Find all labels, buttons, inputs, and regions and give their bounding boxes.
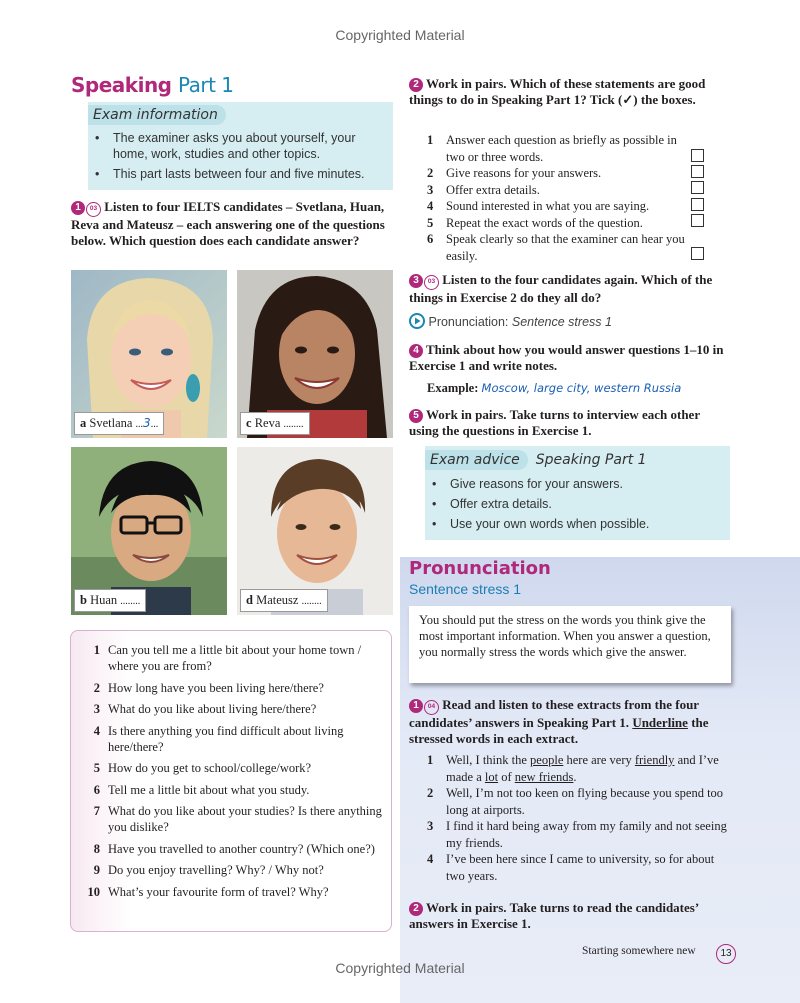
question-number: 9	[93, 863, 100, 877]
pronunciation-ref-label: Pronunciation:	[428, 315, 509, 329]
question-text: Is there anything you find difficult about living here/there?	[108, 723, 344, 754]
statement-text: Offer extra details.	[446, 182, 540, 197]
exam-advice-bullet: • Use your own words when possible.	[425, 516, 730, 532]
pron-exercise-2-instructions	[409, 900, 729, 933]
extract-item	[427, 851, 727, 884]
statement-number: 5	[427, 215, 434, 230]
extract-item	[427, 818, 727, 851]
statement-text: Answer each question as briefly as possible in two or three words.	[446, 133, 677, 164]
exercise-1-number: 1	[71, 201, 85, 215]
question-text: Tell me a little bit about what you study.	[108, 782, 310, 797]
statement-text: Repeat the exact words of the question.	[446, 215, 643, 230]
question-number: 5	[93, 761, 100, 775]
section-title	[71, 73, 234, 97]
example-label: Example:	[427, 381, 479, 395]
exercise-4-instructions	[409, 342, 729, 375]
question-text: What do you like about your studies? Is there anything you dislike?	[108, 804, 382, 834]
question-item	[71, 782, 391, 798]
question-number: 1	[93, 643, 100, 657]
question-text: Have you travelled to another country? (Which one?)	[108, 841, 375, 856]
exercise-3-text: Listen to the four candidates again. Which of the things in Exercise 2 do they all do?	[409, 272, 713, 305]
section-title-speaking: Speaking	[71, 73, 172, 97]
exercise-3-instructions	[409, 272, 729, 306]
exam-info-bullet: • This part lasts between four and five minutes.	[88, 166, 393, 182]
answer-dots: ........	[301, 596, 322, 607]
photo-label-huan	[74, 589, 146, 612]
answer-dots: ...	[150, 419, 159, 430]
pron-exercise-1-number: 1	[409, 699, 423, 713]
pronunciation-subtitle: Sentence stress 1	[409, 581, 522, 597]
statement-number: 3	[427, 182, 434, 197]
question-number: 7	[93, 804, 100, 818]
page-number: 13	[716, 944, 736, 964]
statement-item	[427, 132, 687, 165]
photo-name: Mateusz	[256, 593, 299, 607]
question-text: Can you tell me a little bit about your home town / where you are from?	[108, 643, 362, 673]
pronunciation-ref-topic: Sentence stress 1	[511, 315, 612, 329]
question-number: 2	[93, 680, 100, 695]
extract-text: Well, I think the people here are very friendly and I’ve made a lot of new friends.	[446, 753, 719, 784]
photo-svetlana	[71, 270, 227, 438]
photo-name: Reva	[254, 416, 281, 430]
statement-6-checkbox[interactable]	[691, 247, 704, 260]
photo-huan	[71, 447, 227, 615]
photo-letter: a	[80, 416, 87, 430]
extracts-list	[427, 752, 727, 884]
question-item	[71, 642, 391, 674]
photo-label-svetlana	[74, 412, 164, 435]
exercise-2-number: 2	[409, 78, 423, 92]
question-number: 4	[93, 723, 100, 738]
question-text: How long have you been living here/there?	[108, 680, 324, 695]
photo-reva	[237, 270, 393, 438]
pronunciation-rule-box	[409, 606, 731, 683]
statement-item	[427, 215, 687, 232]
statement-item	[427, 165, 687, 182]
exam-info-bullet: • The examiner asks you about yourself, your home, work, studies and other topics.	[88, 130, 393, 162]
question-item	[71, 701, 391, 717]
photo-label-mateusz	[240, 589, 328, 612]
audio-cd-icon: 04	[424, 700, 439, 715]
exam-information-tag: Exam information	[88, 105, 226, 125]
exam-advice-tag: Exam advice	[425, 450, 528, 470]
question-number: 6	[93, 782, 100, 797]
question-number: 3	[93, 702, 100, 716]
photo-letter: c	[246, 416, 252, 430]
question-text: What’s your favourite form of travel? Why?	[108, 884, 329, 899]
photo-mateusz	[237, 447, 393, 615]
copyright-watermark-top: Copyrighted Material	[335, 27, 465, 43]
answer-dots: ........	[283, 419, 304, 430]
photo-letter: b	[80, 593, 87, 607]
question-item	[71, 680, 391, 696]
audio-cd-icon: 03	[424, 275, 439, 290]
statement-text: Give reasons for your answers.	[446, 166, 602, 180]
photo-letter: d	[246, 593, 253, 607]
exam-information-box	[88, 102, 393, 190]
question-item	[71, 803, 391, 835]
section-title-part: Part 1	[177, 73, 234, 97]
question-item	[71, 723, 391, 755]
statement-3-checkbox[interactable]	[691, 181, 704, 194]
pron-exercise-1-instructions	[409, 697, 724, 748]
exercise-4-example	[427, 381, 681, 396]
pronunciation-rule-text: You should put the stress on the words you think give the most important information. When you answer a question, you normally stress the words which give the answer.	[419, 613, 711, 659]
statement-text: Sound interested in what you are saying.	[446, 199, 650, 213]
extract-item	[427, 785, 727, 818]
pron-exercise-1-text: Read and listen to these extracts from the four candidates’ answers in Speaking Part 1.	[409, 697, 699, 730]
exercise-5-number: 5	[409, 409, 423, 423]
pron-exercise-2-text: Work in pairs. Take turns to read the candidates’ answers in Exercise 1.	[409, 900, 699, 932]
exam-advice-bullet: • Offer extra details.	[425, 496, 730, 512]
question-item	[71, 884, 391, 900]
pron-exercise-1-text-end: the stressed words in each extract.	[409, 715, 709, 747]
pronunciation-reference[interactable]	[409, 313, 612, 329]
audio-cd-icon: 03	[86, 202, 101, 217]
pronunciation-title: Pronunciation	[409, 558, 551, 579]
exercise-4-text: Think about how you would answer questions 1–10 in Exercise 1 and write notes.	[409, 342, 724, 374]
statement-item	[427, 182, 687, 199]
statement-4-checkbox[interactable]	[691, 198, 704, 211]
pron-exercise-2-number: 2	[409, 902, 423, 916]
exercise-1-instructions	[71, 199, 393, 250]
extract-text: I’ve been here since I came to university, so for about two years.	[446, 852, 715, 883]
play-arrow-icon	[409, 313, 425, 329]
answer-dots: ...	[135, 419, 144, 430]
copyright-watermark-bottom: Copyrighted Material	[335, 960, 465, 976]
statement-5-checkbox[interactable]	[691, 214, 704, 227]
extract-number: 2	[427, 786, 434, 800]
exercise-4-number: 4	[409, 344, 423, 358]
statement-number: 2	[427, 166, 434, 180]
photo-label-reva	[240, 412, 310, 435]
question-text: Do you enjoy travelling? Why? / Why not?	[108, 863, 324, 877]
statement-number: 4	[427, 199, 434, 213]
statements-list	[427, 132, 687, 264]
running-title: Starting somewhere new	[582, 945, 696, 957]
svetlana-answer: 3	[143, 416, 151, 430]
extract-number: 3	[427, 819, 434, 833]
extract-text: Well, I’m not too keen on flying because you spend too long at airports.	[446, 786, 724, 817]
exam-advice-title: Speaking Part 1	[535, 452, 647, 468]
exercise-5-instructions	[409, 407, 729, 440]
statement-item	[427, 198, 687, 215]
question-text: What do you like about living here/there?	[108, 702, 317, 716]
question-number: 8	[93, 841, 100, 856]
exercise-3-number: 3	[409, 274, 423, 288]
extract-number: 4	[427, 852, 434, 866]
question-item	[71, 841, 391, 857]
exercise-2-instructions	[409, 76, 729, 109]
statement-text: Speak clearly so that the examiner can hear you easily.	[446, 232, 685, 263]
statement-2-checkbox[interactable]	[691, 165, 704, 178]
extract-text: I find it hard being away from my family and not seeing my friends.	[446, 819, 727, 850]
extract-item	[427, 752, 727, 785]
photo-name: Svetlana	[89, 416, 133, 430]
question-item	[71, 760, 391, 776]
example-handwriting: Moscow, large city, western Russia	[481, 381, 682, 395]
statement-number: 6	[427, 232, 434, 246]
question-number: 10	[87, 884, 100, 899]
statement-1-checkbox[interactable]	[691, 149, 704, 162]
exercise-2-text: Work in pairs. Which of these statements are good things to do in Speaking Part 1? Tick (✓) the boxes.	[409, 76, 706, 108]
extract-number: 1	[427, 753, 434, 767]
question-item	[71, 862, 391, 878]
underline-word: Underline	[632, 715, 688, 730]
exam-advice-box	[425, 446, 730, 540]
question-text: How do you get to school/college/work?	[108, 761, 312, 775]
statement-number: 1	[427, 133, 434, 147]
exercise-5-text: Work in pairs. Take turns to interview each other using the questions in Exercise 1.	[409, 407, 700, 439]
answer-dots: ........	[120, 596, 141, 607]
exercise-1-text: Listen to four IELTS candidates – Svetlana, Huan, Reva and Mateusz – each answering one of the questions below. Which question does each candidate answer?	[71, 199, 385, 249]
photo-name: Huan	[90, 593, 118, 607]
statement-item	[427, 231, 687, 264]
exam-advice-bullet: • Give reasons for your answers.	[425, 476, 730, 492]
questions-box	[70, 630, 392, 932]
